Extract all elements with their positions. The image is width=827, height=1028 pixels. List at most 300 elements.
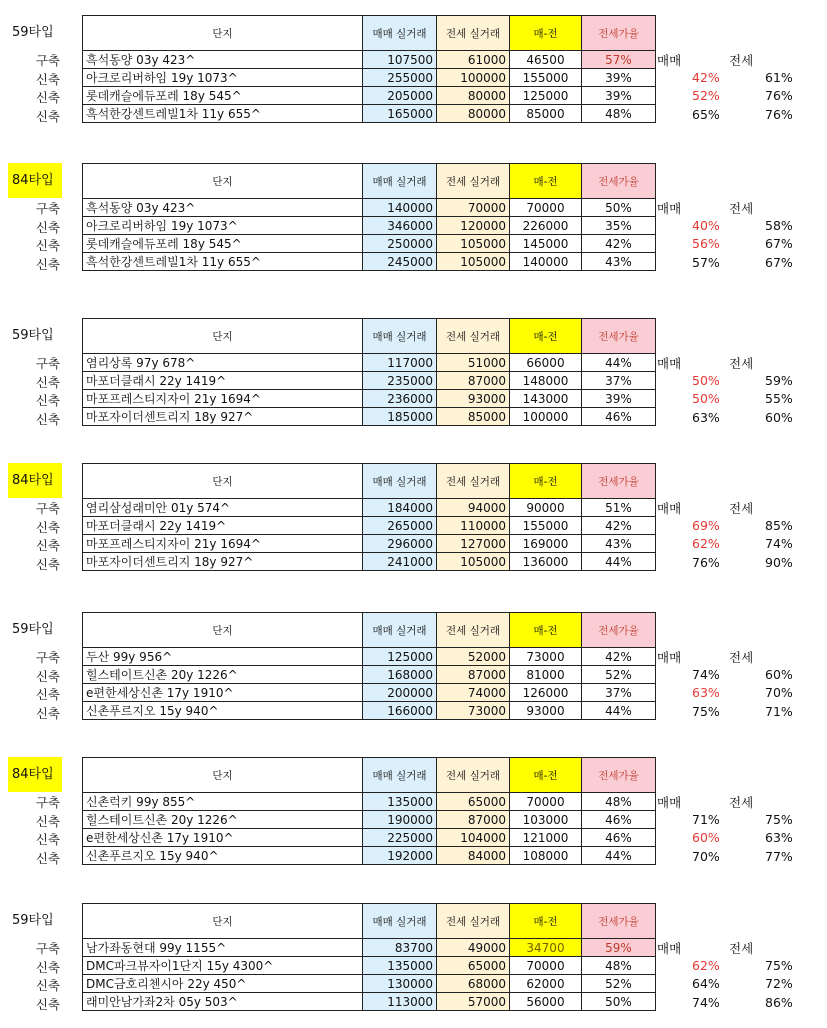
complex-name: 두산 99y 956^ bbox=[83, 648, 363, 666]
header-row bbox=[83, 904, 656, 939]
jeonse-price: 52000 bbox=[437, 648, 510, 666]
complex-name: 롯데캐슬에듀포레 18y 545^ bbox=[83, 87, 363, 105]
sale-percent: 60% bbox=[692, 830, 720, 846]
price-gap: 169000 bbox=[510, 535, 582, 553]
sale-percent: 62% bbox=[692, 957, 720, 973]
price-gap: 66000 bbox=[510, 354, 582, 372]
jeonse-price: 80000 bbox=[437, 105, 510, 123]
jeonse-percent: 59% bbox=[765, 372, 793, 388]
sale-price: 296000 bbox=[363, 535, 437, 553]
jeonse-percent: 75% bbox=[765, 811, 793, 827]
sale-price: 135000 bbox=[363, 957, 437, 975]
sale-percent: 50% bbox=[692, 391, 720, 407]
column-header: 전세 실거래 bbox=[437, 16, 510, 51]
column-header: 매매 실거래 bbox=[363, 164, 437, 199]
complex-name: 마포자이더센트리지 18y 927^ bbox=[83, 553, 363, 571]
jeonse-ratio: 43% bbox=[582, 535, 656, 553]
jeonse-price: 57000 bbox=[437, 993, 510, 1011]
column-header: 단지 bbox=[83, 16, 363, 51]
column-header: 매매 실거래 bbox=[363, 758, 437, 793]
sale-price: 83700 bbox=[363, 939, 437, 957]
table-row bbox=[83, 390, 656, 408]
building-age-label: 구축 bbox=[35, 201, 60, 216]
sale-price: 113000 bbox=[363, 993, 437, 1011]
jeonse-price: 93000 bbox=[437, 390, 510, 408]
complex-name: 흑석한강센트레빌1차 11y 655^ bbox=[83, 253, 363, 271]
comparison-table bbox=[82, 318, 656, 426]
sale-price: 241000 bbox=[363, 553, 437, 571]
table-row bbox=[83, 793, 656, 811]
header-row bbox=[83, 464, 656, 499]
jeonse-price: 68000 bbox=[437, 975, 510, 993]
jeonse-ratio: 37% bbox=[582, 372, 656, 390]
jeonse-ratio: 50% bbox=[582, 993, 656, 1011]
jeonse-label: 전세 bbox=[729, 795, 754, 810]
price-gap: 93000 bbox=[510, 702, 582, 720]
table-row bbox=[83, 69, 656, 87]
price-gap: 121000 bbox=[510, 829, 582, 847]
jeonse-percent: 67% bbox=[765, 255, 793, 271]
type-label: 84타입 bbox=[8, 163, 62, 198]
jeonse-ratio: 35% bbox=[582, 217, 656, 235]
sale-price: 190000 bbox=[363, 811, 437, 829]
sale-percent: 74% bbox=[692, 666, 720, 682]
jeonse-ratio: 46% bbox=[582, 811, 656, 829]
column-header: 단지 bbox=[83, 758, 363, 793]
sale-price: 107500 bbox=[363, 51, 437, 69]
complex-name: 흑석동양 03y 423^ bbox=[83, 51, 363, 69]
building-age-label: 구축 bbox=[35, 941, 60, 956]
sale-price: 235000 bbox=[363, 372, 437, 390]
sale-price: 236000 bbox=[363, 390, 437, 408]
price-gap: 46500 bbox=[510, 51, 582, 69]
jeonse-price: 110000 bbox=[437, 517, 510, 535]
building-age-label: 신축 bbox=[35, 832, 60, 848]
sale-percent: 62% bbox=[692, 536, 720, 552]
sale-price: 165000 bbox=[363, 105, 437, 123]
complex-name: 흑석한강센트레빌1차 11y 655^ bbox=[83, 105, 363, 123]
column-header: 매-전 bbox=[510, 164, 582, 199]
jeonse-ratio: 48% bbox=[582, 793, 656, 811]
jeonse-ratio: 44% bbox=[582, 553, 656, 571]
jeonse-price: 74000 bbox=[437, 684, 510, 702]
building-age-label: 신축 bbox=[35, 219, 60, 235]
jeonse-ratio: 39% bbox=[582, 87, 656, 105]
price-gap: 125000 bbox=[510, 87, 582, 105]
sale-price: 346000 bbox=[363, 217, 437, 235]
column-header: 매-전 bbox=[510, 758, 582, 793]
complex-name: 마포프레스티지자이 21y 1694^ bbox=[83, 390, 363, 408]
building-age-label: 신축 bbox=[35, 538, 60, 554]
sale-price: 250000 bbox=[363, 235, 437, 253]
sale-percent: 70% bbox=[692, 849, 720, 865]
jeonse-percent: 85% bbox=[765, 517, 793, 533]
sale-price: 130000 bbox=[363, 975, 437, 993]
comparison-table bbox=[82, 163, 656, 271]
price-gap: 140000 bbox=[510, 253, 582, 271]
complex-name: 흑석동양 03y 423^ bbox=[83, 199, 363, 217]
column-header: 전세가율 bbox=[582, 464, 656, 499]
header-row bbox=[83, 613, 656, 648]
jeonse-percent: 70% bbox=[765, 685, 793, 701]
table-row bbox=[83, 535, 656, 553]
sale-label: 매매 bbox=[657, 795, 682, 810]
table-row bbox=[83, 217, 656, 235]
table-row bbox=[83, 648, 656, 666]
jeonse-price: 80000 bbox=[437, 87, 510, 105]
building-age-label: 신축 bbox=[35, 393, 60, 409]
sale-percent: 69% bbox=[692, 517, 720, 533]
header-row bbox=[83, 164, 656, 199]
jeonse-price: 87000 bbox=[437, 666, 510, 684]
jeonse-percent: 55% bbox=[765, 391, 793, 407]
sale-percent: 71% bbox=[692, 811, 720, 827]
jeonse-price: 51000 bbox=[437, 354, 510, 372]
table-row bbox=[83, 87, 656, 105]
sale-percent: 40% bbox=[692, 217, 720, 233]
jeonse-label: 전세 bbox=[729, 356, 754, 371]
sale-label: 매매 bbox=[657, 356, 682, 371]
sale-label: 매매 bbox=[657, 941, 682, 956]
sale-percent: 56% bbox=[692, 236, 720, 252]
jeonse-price: 73000 bbox=[437, 702, 510, 720]
jeonse-price: 70000 bbox=[437, 199, 510, 217]
jeonse-ratio: 57% bbox=[582, 51, 656, 69]
table-row bbox=[83, 847, 656, 865]
table-row bbox=[83, 702, 656, 720]
jeonse-price: 87000 bbox=[437, 372, 510, 390]
table-row bbox=[83, 811, 656, 829]
column-header: 전세가율 bbox=[582, 904, 656, 939]
table-row bbox=[83, 957, 656, 975]
price-gap: 70000 bbox=[510, 957, 582, 975]
building-age-label: 신축 bbox=[35, 978, 60, 994]
table-row bbox=[83, 829, 656, 847]
column-header: 전세가율 bbox=[582, 758, 656, 793]
complex-name: 신촌푸르지오 15y 940^ bbox=[83, 847, 363, 865]
table-row bbox=[83, 105, 656, 123]
sale-price: 166000 bbox=[363, 702, 437, 720]
table-row bbox=[83, 993, 656, 1011]
price-gap: 73000 bbox=[510, 648, 582, 666]
building-age-label: 신축 bbox=[35, 813, 60, 829]
price-gap: 100000 bbox=[510, 408, 582, 426]
building-age-label: 신축 bbox=[35, 557, 60, 573]
sale-price: 205000 bbox=[363, 87, 437, 105]
sale-price: 117000 bbox=[363, 354, 437, 372]
jeonse-price: 105000 bbox=[437, 235, 510, 253]
jeonse-percent: 67% bbox=[765, 236, 793, 252]
sale-price: 184000 bbox=[363, 499, 437, 517]
sale-price: 168000 bbox=[363, 666, 437, 684]
sale-label: 매매 bbox=[657, 501, 682, 516]
complex-name: 래미안남가좌2차 05y 503^ bbox=[83, 993, 363, 1011]
jeonse-ratio: 42% bbox=[582, 648, 656, 666]
type-label: 59타입 bbox=[12, 328, 54, 343]
comparison-table bbox=[82, 463, 656, 571]
price-gap: 226000 bbox=[510, 217, 582, 235]
column-header: 전세가율 bbox=[582, 613, 656, 648]
building-age-label: 신축 bbox=[35, 997, 60, 1013]
jeonse-label: 전세 bbox=[729, 201, 754, 216]
column-header: 전세가율 bbox=[582, 319, 656, 354]
jeonse-ratio: 43% bbox=[582, 253, 656, 271]
jeonse-percent: 76% bbox=[765, 88, 793, 104]
jeonse-ratio: 50% bbox=[582, 199, 656, 217]
column-header: 매-전 bbox=[510, 464, 582, 499]
column-header: 전세 실거래 bbox=[437, 464, 510, 499]
jeonse-ratio: 52% bbox=[582, 666, 656, 684]
complex-name: 힐스테이트신촌 20y 1226^ bbox=[83, 811, 363, 829]
jeonse-percent: 58% bbox=[765, 217, 793, 233]
sale-percent: 76% bbox=[692, 555, 720, 571]
sale-percent: 75% bbox=[692, 704, 720, 720]
sale-percent: 42% bbox=[692, 69, 720, 85]
jeonse-ratio: 44% bbox=[582, 354, 656, 372]
sale-percent: 57% bbox=[692, 255, 720, 271]
header-row bbox=[83, 758, 656, 793]
jeonse-label: 전세 bbox=[729, 53, 754, 68]
price-gap: 90000 bbox=[510, 499, 582, 517]
jeonse-ratio: 46% bbox=[582, 408, 656, 426]
jeonse-ratio: 51% bbox=[582, 499, 656, 517]
jeonse-ratio: 46% bbox=[582, 829, 656, 847]
jeonse-ratio: 44% bbox=[582, 847, 656, 865]
jeonse-percent: 76% bbox=[765, 107, 793, 123]
price-gap: 155000 bbox=[510, 517, 582, 535]
building-age-label: 신축 bbox=[35, 519, 60, 535]
jeonse-percent: 61% bbox=[765, 69, 793, 85]
column-header: 매매 실거래 bbox=[363, 319, 437, 354]
column-header: 전세가율 bbox=[582, 164, 656, 199]
jeonse-price: 120000 bbox=[437, 217, 510, 235]
sale-percent: 63% bbox=[692, 410, 720, 426]
sale-percent: 63% bbox=[692, 685, 720, 701]
jeonse-price: 65000 bbox=[437, 793, 510, 811]
price-gap: 103000 bbox=[510, 811, 582, 829]
price-gap: 148000 bbox=[510, 372, 582, 390]
jeonse-percent: 60% bbox=[765, 410, 793, 426]
column-header: 단지 bbox=[83, 164, 363, 199]
jeonse-price: 87000 bbox=[437, 811, 510, 829]
complex-name: 아크로리버하임 19y 1073^ bbox=[83, 217, 363, 235]
jeonse-ratio: 37% bbox=[582, 684, 656, 702]
jeonse-percent: 63% bbox=[765, 830, 793, 846]
complex-name: 마포프레스티지자이 21y 1694^ bbox=[83, 535, 363, 553]
jeonse-price: 65000 bbox=[437, 957, 510, 975]
jeonse-percent: 71% bbox=[765, 704, 793, 720]
sale-price: 200000 bbox=[363, 684, 437, 702]
complex-name: e편한세상신촌 17y 1910^ bbox=[83, 684, 363, 702]
sale-price: 245000 bbox=[363, 253, 437, 271]
building-age-label: 구축 bbox=[35, 795, 60, 810]
column-header: 전세 실거래 bbox=[437, 164, 510, 199]
table-row bbox=[83, 499, 656, 517]
building-age-label: 구축 bbox=[35, 53, 60, 68]
price-gap: 155000 bbox=[510, 69, 582, 87]
sale-price: 135000 bbox=[363, 793, 437, 811]
building-age-label: 신축 bbox=[35, 109, 60, 125]
sale-percent: 64% bbox=[692, 976, 720, 992]
column-header: 매매 실거래 bbox=[363, 16, 437, 51]
comparison-table bbox=[82, 757, 656, 865]
sale-label: 매매 bbox=[657, 53, 682, 68]
complex-name: 롯데캐슬에듀포레 18y 545^ bbox=[83, 235, 363, 253]
column-header: 매-전 bbox=[510, 16, 582, 51]
jeonse-price: 94000 bbox=[437, 499, 510, 517]
jeonse-ratio: 42% bbox=[582, 517, 656, 535]
sale-percent: 52% bbox=[692, 88, 720, 104]
jeonse-ratio: 44% bbox=[582, 702, 656, 720]
type-label: 59타입 bbox=[12, 622, 54, 637]
comparison-table bbox=[82, 15, 656, 123]
complex-name: 신촌푸르지오 15y 940^ bbox=[83, 702, 363, 720]
price-gap: 34700 bbox=[510, 939, 582, 957]
complex-name: 마포더클래시 22y 1419^ bbox=[83, 517, 363, 535]
table-row bbox=[83, 666, 656, 684]
sale-price: 192000 bbox=[363, 847, 437, 865]
complex-name: DMC금호리첸시아 22y 450^ bbox=[83, 975, 363, 993]
complex-name: 아크로리버하임 19y 1073^ bbox=[83, 69, 363, 87]
complex-name: 염리삼성래미안 01y 574^ bbox=[83, 499, 363, 517]
jeonse-percent: 74% bbox=[765, 536, 793, 552]
column-header: 매매 실거래 bbox=[363, 904, 437, 939]
sale-label: 매매 bbox=[657, 201, 682, 216]
jeonse-price: 84000 bbox=[437, 847, 510, 865]
building-age-label: 신축 bbox=[35, 238, 60, 254]
building-age-label: 신축 bbox=[35, 412, 60, 428]
column-header: 전세 실거래 bbox=[437, 758, 510, 793]
price-gap: 70000 bbox=[510, 793, 582, 811]
column-header: 전세 실거래 bbox=[437, 319, 510, 354]
header-row bbox=[83, 319, 656, 354]
complex-name: 염리상록 97y 678^ bbox=[83, 354, 363, 372]
complex-name: 마포자이더센트리지 18y 927^ bbox=[83, 408, 363, 426]
column-header: 단지 bbox=[83, 319, 363, 354]
jeonse-percent: 86% bbox=[765, 995, 793, 1011]
table-row bbox=[83, 235, 656, 253]
jeonse-label: 전세 bbox=[729, 941, 754, 956]
column-header: 단지 bbox=[83, 613, 363, 648]
jeonse-ratio: 48% bbox=[582, 105, 656, 123]
building-age-label: 신축 bbox=[35, 851, 60, 867]
price-gap: 62000 bbox=[510, 975, 582, 993]
table-row bbox=[83, 372, 656, 390]
table-row bbox=[83, 553, 656, 571]
complex-name: 남가좌동현대 99y 1155^ bbox=[83, 939, 363, 957]
sale-price: 185000 bbox=[363, 408, 437, 426]
jeonse-percent: 90% bbox=[765, 555, 793, 571]
sale-price: 225000 bbox=[363, 829, 437, 847]
jeonse-percent: 75% bbox=[765, 957, 793, 973]
sale-label: 매매 bbox=[657, 650, 682, 665]
type-label: 59타입 bbox=[12, 913, 54, 928]
jeonse-price: 85000 bbox=[437, 408, 510, 426]
price-gap: 145000 bbox=[510, 235, 582, 253]
complex-name: DMC파크뷰자이1단지 15y 4300^ bbox=[83, 957, 363, 975]
sale-percent: 65% bbox=[692, 107, 720, 123]
table-row bbox=[83, 354, 656, 372]
jeonse-price: 104000 bbox=[437, 829, 510, 847]
building-age-label: 신축 bbox=[35, 959, 60, 975]
sale-price: 125000 bbox=[363, 648, 437, 666]
building-age-label: 구축 bbox=[35, 501, 60, 516]
building-age-label: 신축 bbox=[35, 90, 60, 106]
sale-percent: 74% bbox=[692, 995, 720, 1011]
building-age-label: 구축 bbox=[35, 356, 60, 371]
column-header: 전세가율 bbox=[582, 16, 656, 51]
sale-percent: 50% bbox=[692, 372, 720, 388]
price-gap: 85000 bbox=[510, 105, 582, 123]
building-age-label: 구축 bbox=[35, 650, 60, 665]
price-gap: 56000 bbox=[510, 993, 582, 1011]
table-row bbox=[83, 199, 656, 217]
jeonse-price: 100000 bbox=[437, 69, 510, 87]
type-label: 59타입 bbox=[12, 25, 54, 40]
building-age-label: 신축 bbox=[35, 257, 60, 273]
jeonse-label: 전세 bbox=[729, 501, 754, 516]
table-row bbox=[83, 939, 656, 957]
jeonse-price: 61000 bbox=[437, 51, 510, 69]
jeonse-ratio: 39% bbox=[582, 390, 656, 408]
column-header: 매-전 bbox=[510, 904, 582, 939]
header-row bbox=[83, 16, 656, 51]
column-header: 매매 실거래 bbox=[363, 613, 437, 648]
complex-name: e편한세상신촌 17y 1910^ bbox=[83, 829, 363, 847]
column-header: 매매 실거래 bbox=[363, 464, 437, 499]
jeonse-price: 105000 bbox=[437, 553, 510, 571]
type-label: 84타입 bbox=[8, 757, 62, 792]
jeonse-price: 105000 bbox=[437, 253, 510, 271]
table-row bbox=[83, 253, 656, 271]
type-label: 84타입 bbox=[8, 463, 62, 498]
price-gap: 108000 bbox=[510, 847, 582, 865]
jeonse-ratio: 59% bbox=[582, 939, 656, 957]
jeonse-ratio: 39% bbox=[582, 69, 656, 87]
column-header: 전세 실거래 bbox=[437, 613, 510, 648]
table-row bbox=[83, 975, 656, 993]
price-gap: 136000 bbox=[510, 553, 582, 571]
jeonse-percent: 60% bbox=[765, 666, 793, 682]
table-row bbox=[83, 51, 656, 69]
building-age-label: 신축 bbox=[35, 687, 60, 703]
jeonse-ratio: 48% bbox=[582, 957, 656, 975]
building-age-label: 신축 bbox=[35, 668, 60, 684]
jeonse-price: 127000 bbox=[437, 535, 510, 553]
complex-name: 힐스테이트신촌 20y 1226^ bbox=[83, 666, 363, 684]
jeonse-price: 49000 bbox=[437, 939, 510, 957]
table-row bbox=[83, 684, 656, 702]
table-row bbox=[83, 408, 656, 426]
complex-name: 마포더클래시 22y 1419^ bbox=[83, 372, 363, 390]
comparison-table bbox=[82, 903, 656, 1011]
jeonse-percent: 77% bbox=[765, 849, 793, 865]
sale-price: 255000 bbox=[363, 69, 437, 87]
jeonse-label: 전세 bbox=[729, 650, 754, 665]
comparison-table bbox=[82, 612, 656, 720]
column-header: 매-전 bbox=[510, 613, 582, 648]
price-gap: 143000 bbox=[510, 390, 582, 408]
building-age-label: 신축 bbox=[35, 374, 60, 390]
sale-price: 265000 bbox=[363, 517, 437, 535]
building-age-label: 신축 bbox=[35, 706, 60, 722]
building-age-label: 신축 bbox=[35, 71, 60, 87]
jeonse-percent: 72% bbox=[765, 976, 793, 992]
column-header: 전세 실거래 bbox=[437, 904, 510, 939]
price-gap: 81000 bbox=[510, 666, 582, 684]
table-row bbox=[83, 517, 656, 535]
price-gap: 70000 bbox=[510, 199, 582, 217]
